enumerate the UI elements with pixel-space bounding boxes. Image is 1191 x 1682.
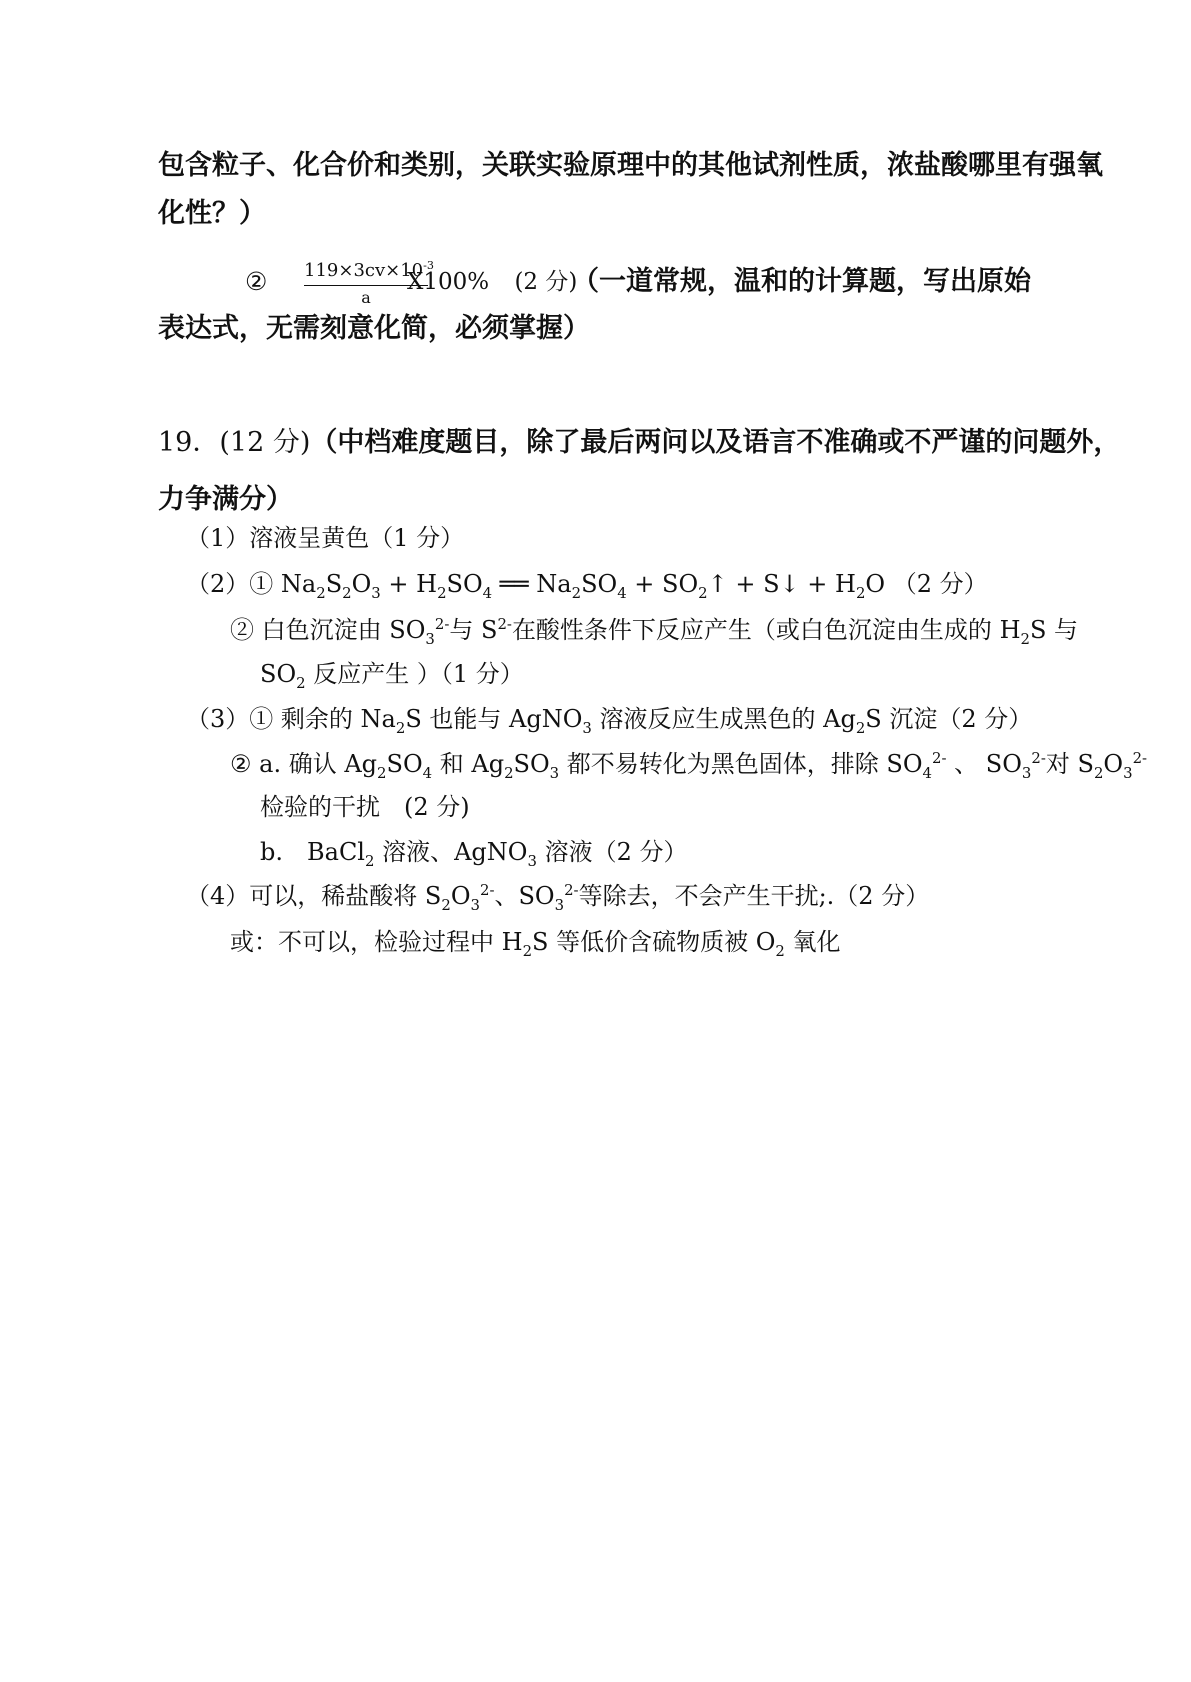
q19-part-1: （1）溶液呈黄色（1 分） [186,524,465,552]
q19-part-4-line-2: 或：不可以，检验过程中 $H_2S$ 等低价含硫物质被 $O_2$ 氧化 [230,928,841,960]
q18-text-line-1: 包含粒子、化合价和类别，关联实验原理中的其他试剂性质，浓盐酸哪里有强氧 [158,150,1103,181]
q19-part-2-2-line-1: ② 白色沉淀由 $SO_3^{2-}$与 $S^{2-}$在酸性条件下反应产生（或白色沉淀由生成的 $H_2S$ 与 [230,615,1079,648]
q19-header-line-2: 力争满分） [158,484,293,515]
q19-part-3-2a-line-2: 检验的干扰 (2 分) [260,793,470,821]
q18-fraction-denominator: a [361,288,371,307]
q19-number: 19． [158,427,220,458]
q18-formula-comment: （一道常规，温和的计算题，写出原始 [572,266,1031,297]
q18-formula-label: ② [245,267,268,296]
q18-formula-suffix: X100% (2 分) [407,269,578,295]
q19-part-2-2-line-2: $SO_2$ 反应产生 ）（1 分） [260,660,524,692]
q19-comment: （中档难度题目，除了最后两问以及语言不准确或不严谨的问题外， [310,427,1121,458]
q19-part-3-1: （3）① 剩余的 $Na_2S$ 也能与 AgNO$_3$ 溶液反应生成黑色的 $Ag_2S$ 沉淀（2 分） [186,705,1033,737]
q19-part-2-equation: （2）① $Na_2S_2O_3 + H_2SO_4$ ══ $Na_2SO_4$ + $SO_2↑$ + S↓ + $H_2O$ （2 分） [186,570,988,602]
q18-formula-points: (2 分) [514,269,578,295]
q19-header [158,427,1120,459]
q19-part-4-line-1: （4）可以，稀盐酸将 $S_2O_3^{2-}$、$SO_3^{2-}$等除去，不会产生干扰;.（2 分） [186,881,930,914]
q19-part-3-2b: b. BaCl$_2$ 溶液、AgNO$_3$ 溶液（2 分） [260,838,688,870]
q18-fraction-numerator: $119\times 3cv\times 10^{-3}$ [304,260,428,286]
q19-points: (12 分) [219,427,311,458]
q19-part-3-2a-line-1: ② a. 确认 $Ag_2SO_4$ 和 $Ag_2SO_3$ 都不易转化为黑色固体，排除 $SO_4^{2-}$ 、 $SO_3^{2-}$对 $S_2O_3^{2-}$ [230,749,1148,782]
q18-text-line-2: 化性？） [158,198,266,229]
q18-text-line-4: 表达式，无需刻意化简，必须掌握） [158,313,590,344]
